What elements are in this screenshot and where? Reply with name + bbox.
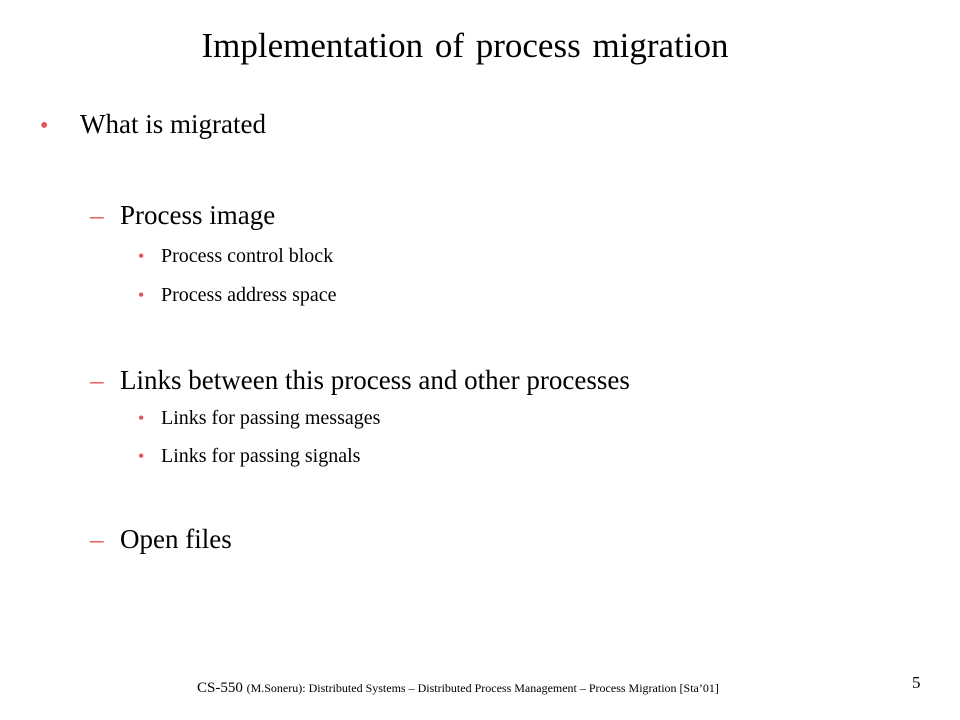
dash-icon: – [90,365,104,395]
subbullet-text: Open files [120,524,232,554]
item-links-messages [138,404,380,432]
subbullet-links [90,362,630,398]
bullet-text: What is migrated [80,109,266,139]
footer-details: (M.Soneru): Distributed Systems – Distributed Process Management – Process Migration [Sta’01] [246,681,719,695]
item-text: Links for passing messages [161,407,381,429]
item-text: Process control block [161,245,334,267]
bullet-what-is-migrated [40,106,266,144]
page-number: 5 [912,673,921,692]
bullet-dot-icon: • [138,246,145,266]
item-process-control-block [138,242,333,270]
item-text: Links for passing signals [161,445,361,467]
subbullet-text: Process image [120,200,276,230]
subbullet-text: Links between this process and other processes [120,365,630,395]
bullet-dot-icon: • [138,408,145,428]
bullet-dot-icon: • [40,113,49,139]
dash-icon: – [90,524,104,554]
item-links-signals [138,442,360,470]
slide-footer [197,678,719,698]
item-text: Process address space [161,284,337,306]
slide-title: Implementation of process migration [201,26,729,65]
footer-course: CS-550 [197,680,243,696]
item-process-address-space [138,281,337,309]
subbullet-open-files [90,521,232,557]
bullet-dot-icon: • [138,446,145,466]
bullet-dot-icon: • [138,285,145,305]
dash-icon: – [90,200,104,230]
subbullet-process-image [90,197,275,233]
